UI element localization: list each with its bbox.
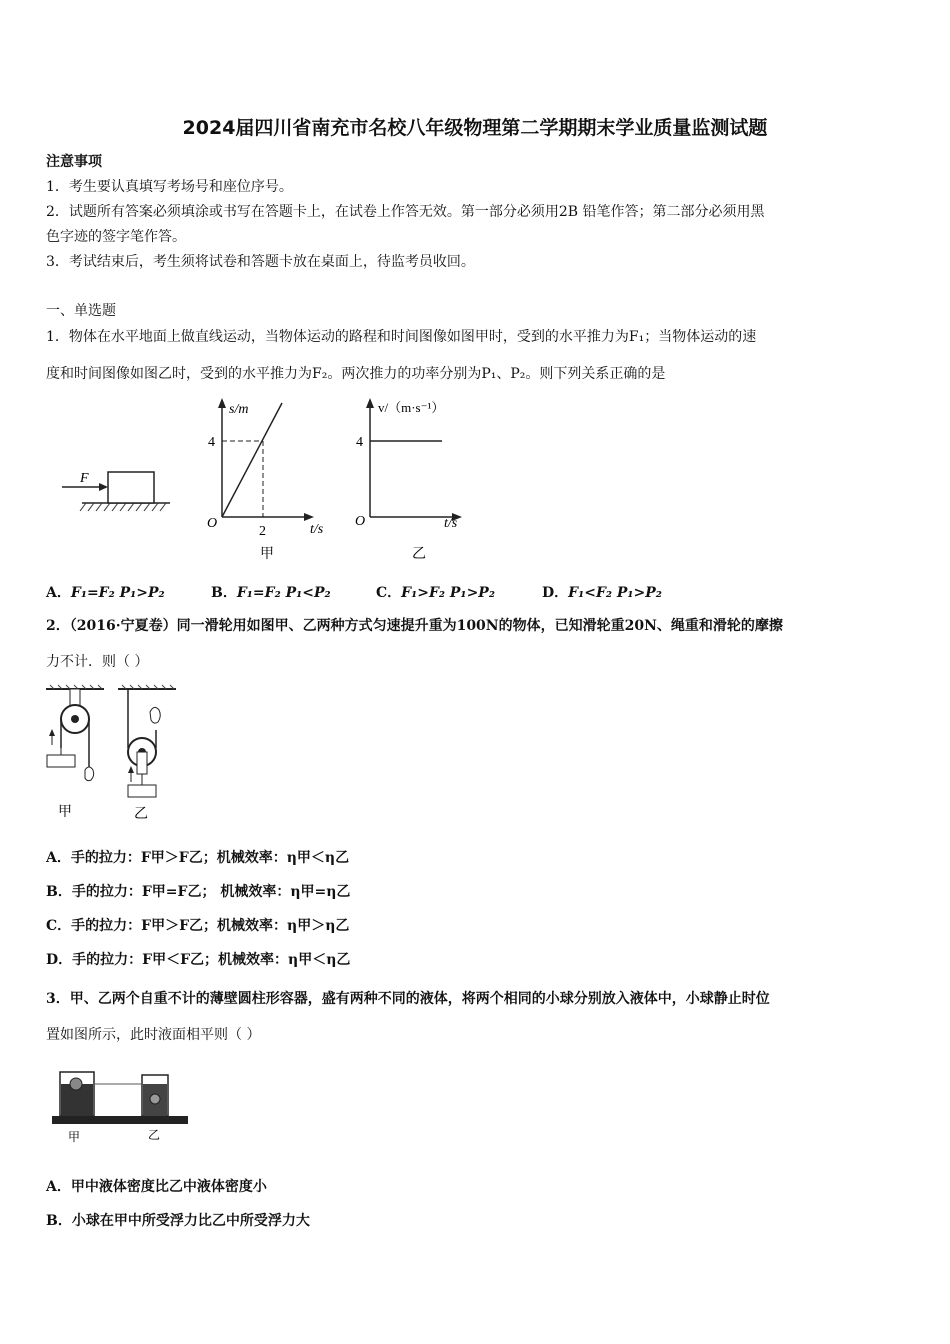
graph-b-ytick: 4: [356, 435, 363, 450]
pulley-a-caption: 甲: [58, 805, 72, 820]
graph-a-xlabel: t/s: [310, 522, 324, 537]
q2-stem-line1: 2．（2016·宁夏卷）同一滑轮用如图甲、乙两种方式匀速提升重为100N的物体，已知滑轮重20N、绳重和滑轮的摩擦: [46, 618, 783, 634]
q1-option-d[interactable]: D．F₁<F₂ P₁>P₂: [542, 585, 662, 601]
q2-stem-line2: 力不计．则（ ）: [46, 654, 149, 670]
graph-b-origin: O: [355, 514, 366, 529]
graph-a-caption: 甲: [260, 547, 274, 562]
notice-item: 3．考试结束后，考生须将试卷和答题卡放在桌面上，待监考员收回。: [46, 254, 475, 270]
q1-option-b[interactable]: B．F₁=F₂ P₁<P₂: [211, 585, 331, 601]
q1-stem-line1: 1．物体在水平地面上做直线运动，当物体运动的路程和时间图像如图甲时，受到的水平推力为F₁；当物体运动的速: [46, 329, 757, 345]
graph-b-xlabel: t/s: [444, 516, 458, 531]
q3-stem-line1: 3．甲、乙两个自重不计的薄壁圆柱形容器，盛有两种不同的液体，将两个相同的小球分别放入液体中，小球静止时位: [46, 991, 770, 1007]
section-heading: 一、单选题: [46, 303, 116, 319]
pulley-b-caption: 乙: [134, 807, 148, 822]
q2-option-b[interactable]: B．手的拉力：F甲=F乙； 机械效率：η甲=η乙: [46, 884, 351, 900]
graph-b-caption: 乙: [412, 547, 426, 562]
q3-stem-line2: 置如图所示，此时液面相平则（ ）: [46, 1027, 261, 1043]
q1-stem-line2: 度和时间图像如图乙时，受到的水平推力为F₂。两次推力的功率分别为P₁、P₂。则下列关系正确的是: [46, 366, 666, 382]
graph-a-origin: O: [207, 516, 218, 531]
q2-option-d[interactable]: D．手的拉力：F甲＜F乙；机械效率：η甲＜η乙: [46, 952, 351, 968]
graph-a-ylabel: s/m: [229, 402, 249, 417]
q1-option-c[interactable]: C．F₁>F₂ P₁>P₂: [376, 585, 495, 601]
container-a-caption: 甲: [68, 1130, 81, 1144]
q3-option-b[interactable]: B．小球在甲中所受浮力比乙中所受浮力大: [46, 1213, 310, 1229]
q2-option-c[interactable]: C．手的拉力：F甲＞F乙；机械效率：η甲＞η乙: [46, 918, 350, 934]
q1-option-a[interactable]: A．F₁=F₂ P₁>P₂: [46, 585, 165, 601]
notice-heading: 注意事项: [46, 154, 102, 170]
q2-option-a[interactable]: A．手的拉力：F甲＞F乙；机械效率：η甲＜η乙: [46, 850, 350, 866]
q3-option-a[interactable]: A．甲中液体密度比乙中液体密度小: [46, 1179, 267, 1195]
page-title: 2024届四川省南充市名校八年级物理第二学期期末学业质量监测试题: [182, 117, 768, 139]
container-b-caption: 乙: [148, 1128, 161, 1142]
notice-item: 色字迹的签字笔作答。: [46, 229, 186, 245]
notice-item: 2．试题所有答案必须填涂或书写在答题卡上，在试卷上作答无效。第一部分必须用2B 铅笔作答；第二部分必须用黑: [46, 204, 765, 220]
graph-b-ylabel: v/（m·s⁻¹）: [378, 400, 445, 415]
notice-item: 1．考生要认真填写考场号和座位序号。: [46, 179, 293, 195]
force-label: F: [80, 471, 89, 486]
graph-a-xtick: 2: [259, 524, 266, 539]
containers: [52, 1072, 188, 1144]
graph-a-ytick: 4: [208, 435, 215, 450]
